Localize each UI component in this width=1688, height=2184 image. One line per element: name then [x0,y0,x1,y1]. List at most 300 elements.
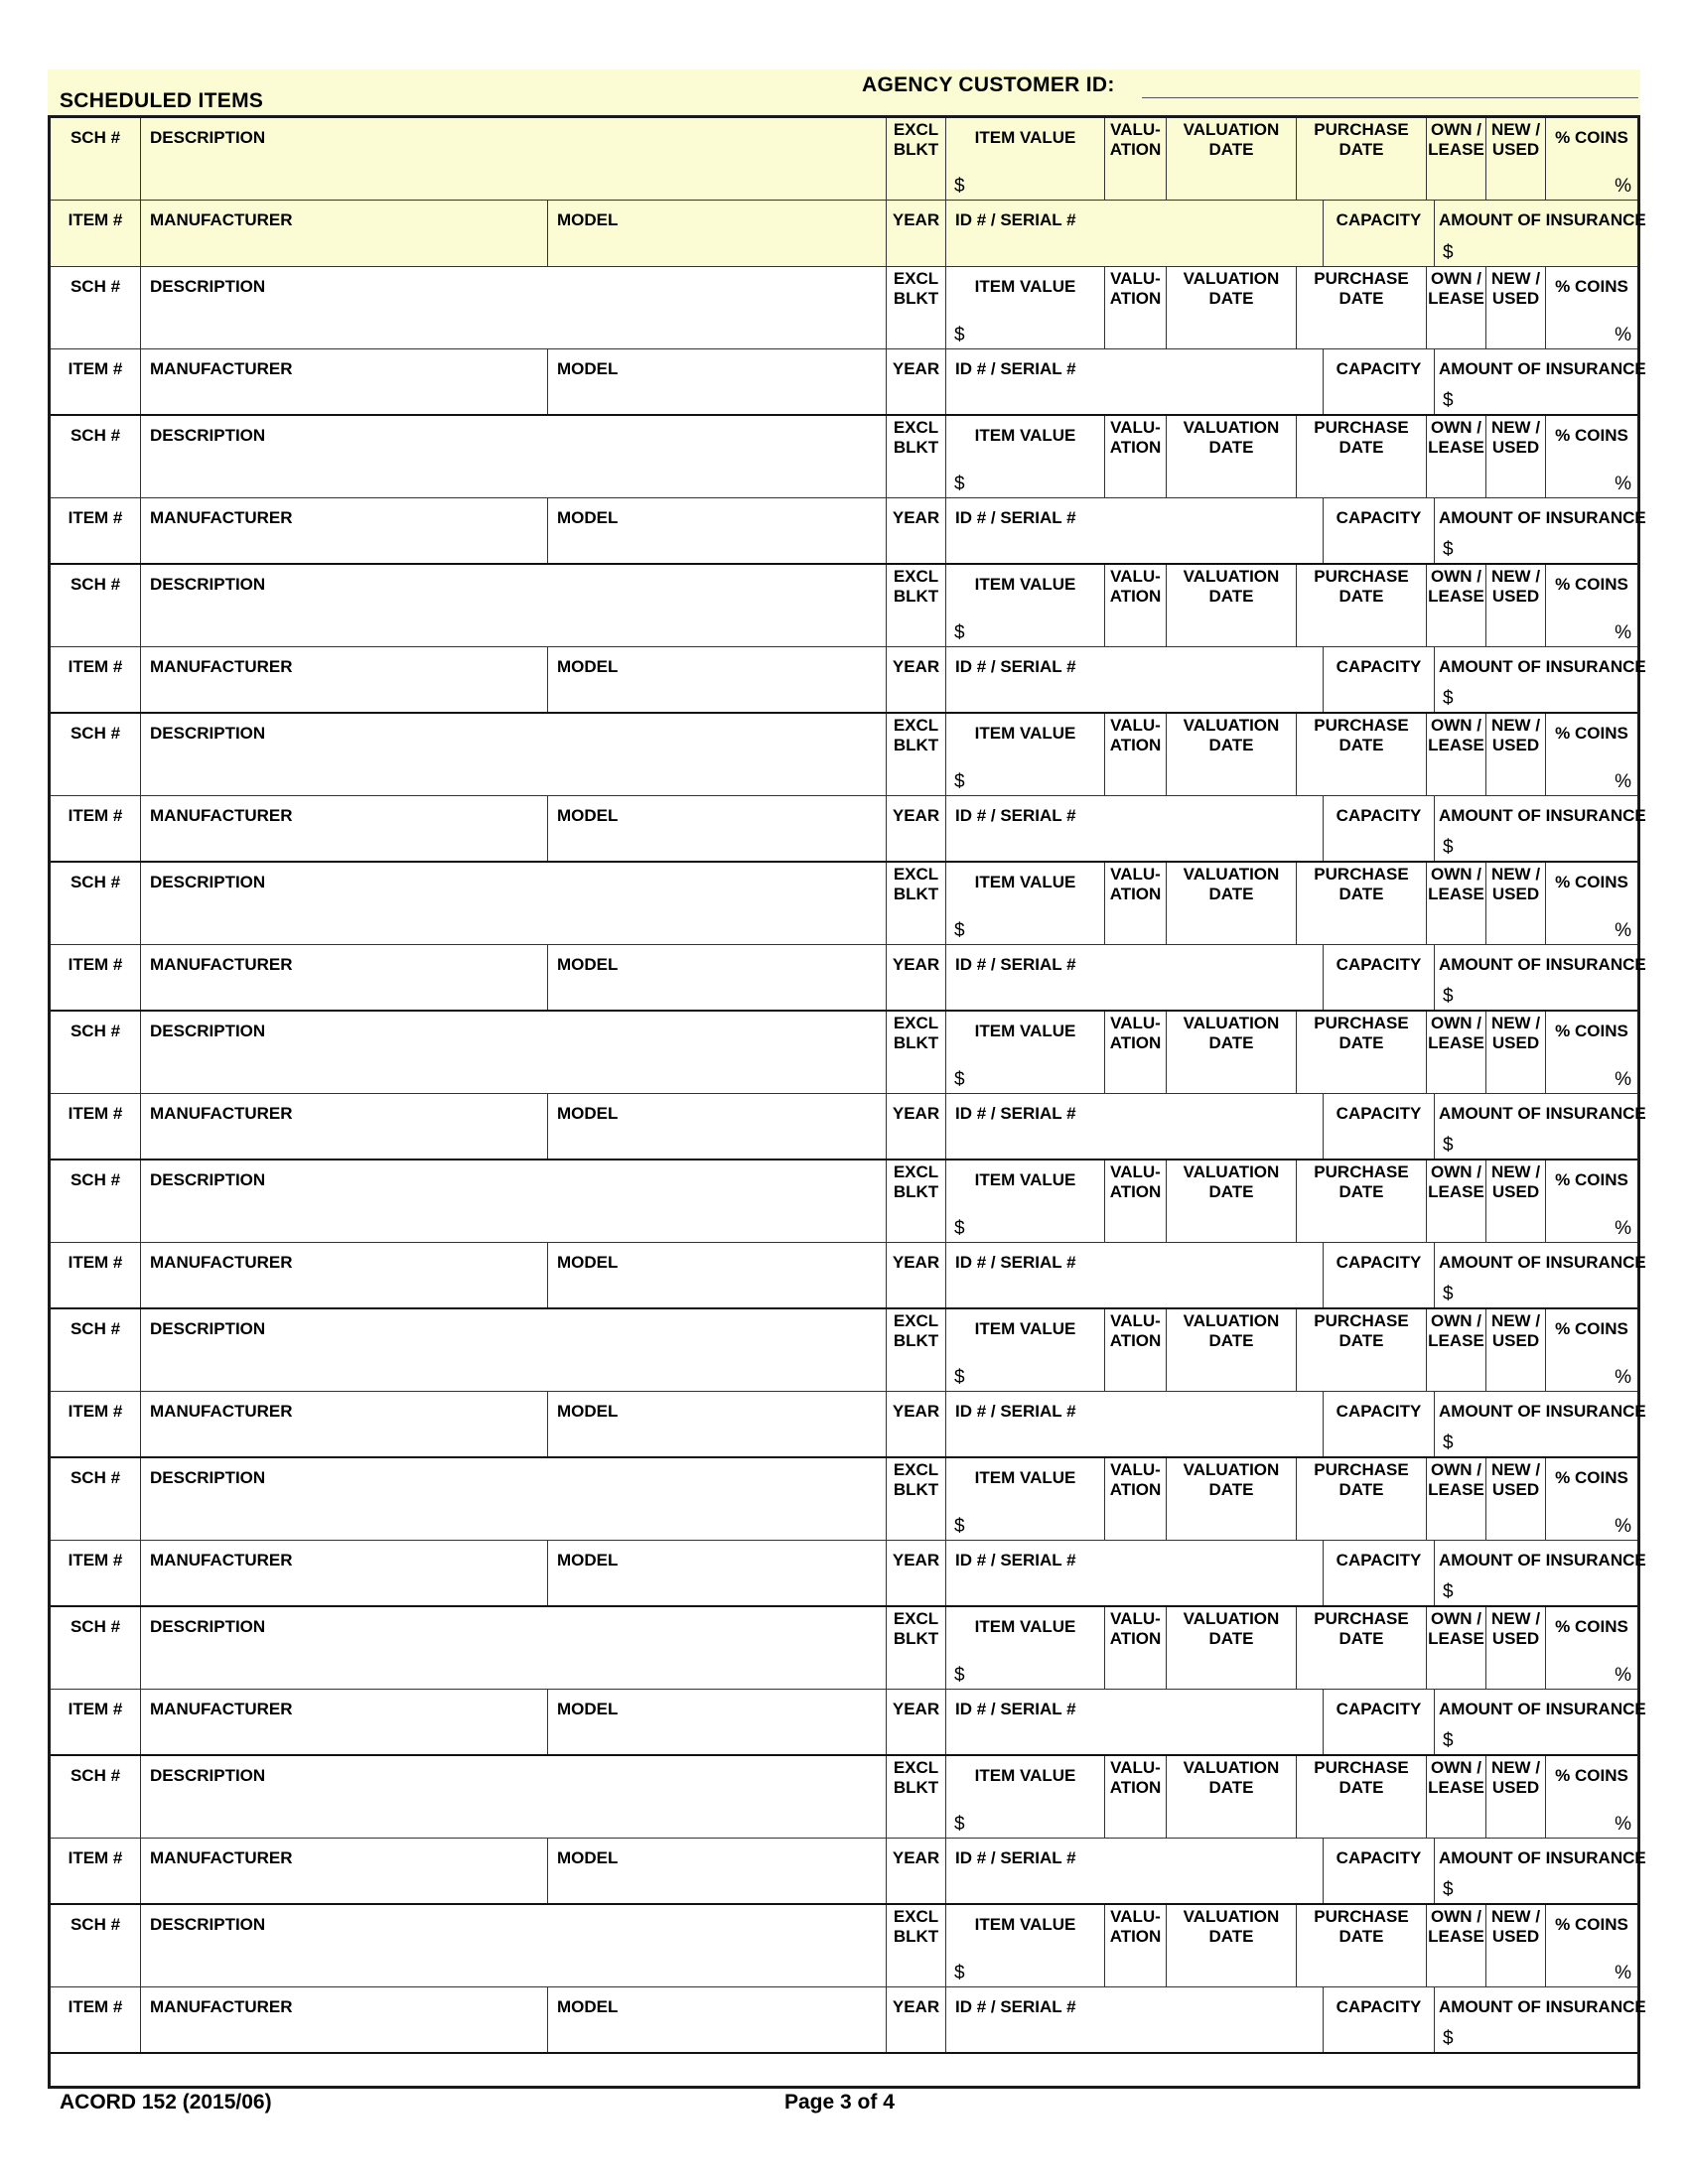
capacity-label: CAPACITY [1336,1402,1422,1421]
valuation-field[interactable] [1105,863,1167,944]
sch-number-field[interactable] [51,1309,141,1391]
description-field[interactable] [141,416,887,497]
year-field[interactable] [887,1094,946,1159]
manufacturer-field[interactable] [141,1690,548,1754]
sch-number-field[interactable] [51,1458,141,1540]
model-field[interactable] [548,647,887,712]
sch-number-field[interactable] [51,1905,141,1986]
item-number-field[interactable] [51,201,141,266]
purchase-date-field[interactable] [1297,863,1427,944]
purchase-date-field[interactable] [1297,118,1427,200]
year-label: YEAR [892,508,940,527]
manufacturer-field[interactable] [141,498,548,563]
valuation-date-field[interactable] [1167,267,1297,348]
year-label: YEAR [892,1104,940,1123]
own-lease-field[interactable] [1427,1458,1486,1540]
own-lease-field[interactable] [1427,863,1486,944]
amount-of-insurance-field[interactable] [1435,1690,1646,1754]
valuation-field[interactable] [1105,1905,1167,1986]
purchase-date-field[interactable] [1297,714,1427,795]
item-value-field[interactable] [946,863,1105,944]
valuation-date-field[interactable] [1167,1458,1297,1540]
id-serial-field[interactable] [946,1987,1324,2052]
capacity-field[interactable] [1324,647,1435,712]
item-number-field[interactable] [51,796,141,861]
purchase-date-field[interactable] [1297,1607,1427,1689]
new-used-label: NEW / USED [1490,1311,1541,1350]
manufacturer-field[interactable] [141,945,548,1010]
item-value-dollar: $ [954,474,965,494]
new-used-label: NEW / USED [1490,1162,1541,1201]
description-field[interactable] [141,267,887,348]
scheduled-item-entry [51,714,1646,863]
purchase-date-label: PURCHASE DATE [1314,1162,1409,1201]
id-serial-field[interactable] [946,945,1324,1010]
year-field[interactable] [887,647,946,712]
amount-of-insurance-field[interactable] [1435,1987,1646,2052]
sch-number-field[interactable] [51,416,141,497]
description-field[interactable] [141,714,887,795]
model-label: MODEL [557,210,619,229]
id-serial-label: ID # / SERIAL # [955,359,1076,378]
item-number-field[interactable] [51,1243,141,1307]
id-serial-label: ID # / SERIAL # [955,955,1076,974]
purchase-date-field[interactable] [1297,1309,1427,1391]
valuation-field[interactable] [1105,118,1167,200]
amount-of-insurance-field[interactable] [1435,1392,1646,1456]
model-field[interactable] [548,1541,887,1605]
capacity-field[interactable] [1324,1541,1435,1605]
manufacturer-field[interactable] [141,647,548,712]
capacity-field[interactable] [1324,349,1435,414]
scheduled-items-table [48,115,1646,2089]
sch-number-field[interactable] [51,863,141,944]
valuation-field[interactable] [1105,1012,1167,1093]
manufacturer-field[interactable] [141,1094,548,1159]
model-field[interactable] [548,1690,887,1754]
purchase-date-field[interactable] [1297,565,1427,646]
new-used-field[interactable] [1486,1309,1546,1391]
year-field[interactable] [887,1243,946,1307]
capacity-field[interactable] [1324,1839,1435,1903]
id-serial-field[interactable] [946,1690,1324,1754]
excl-blkt-field[interactable] [887,863,946,944]
item-value-dollar: $ [954,1069,965,1090]
new-used-label: NEW / USED [1490,418,1541,457]
own-lease-field[interactable] [1427,416,1486,497]
capacity-field[interactable] [1324,1094,1435,1159]
sch-number-field[interactable] [51,565,141,646]
description-label: DESCRIPTION [150,1617,266,1636]
new-used-label: NEW / USED [1490,865,1541,903]
sch-number-field[interactable] [51,714,141,795]
purchase-date-field[interactable] [1297,267,1427,348]
id-serial-field[interactable] [946,1243,1324,1307]
valuation-field[interactable] [1105,1160,1167,1242]
item-number-field[interactable] [51,349,141,414]
id-serial-label: ID # / SERIAL # [955,1104,1076,1123]
valuation-date-field[interactable] [1167,416,1297,497]
year-field[interactable] [887,1392,946,1456]
item-row [51,647,1646,714]
manufacturer-field[interactable] [141,349,548,414]
valuation-field[interactable] [1105,416,1167,497]
excl-blkt-field[interactable] [887,118,946,200]
item-row [51,1243,1646,1309]
valuation-date-field[interactable] [1167,1012,1297,1093]
capacity-field[interactable] [1324,796,1435,861]
pct-coins-field[interactable] [1546,863,1637,944]
pct-coins-label: % COINS [1555,1022,1628,1040]
year-field[interactable] [887,201,946,266]
capacity-field[interactable] [1324,498,1435,563]
description-field[interactable] [141,1905,887,1986]
valuation-field[interactable] [1105,714,1167,795]
item-value-label: ITEM VALUE [974,575,1076,594]
purchase-date-label: PURCHASE DATE [1314,567,1409,606]
sch-number-field[interactable] [51,1012,141,1093]
own-lease-label: OWN / LEASE [1428,1758,1484,1797]
item-value-field[interactable] [946,1905,1105,1986]
year-field[interactable] [887,1839,946,1903]
schedule-row [51,1905,1637,1987]
excl-blkt-field[interactable] [887,267,946,348]
purchase-date-label: PURCHASE DATE [1314,1460,1409,1499]
valuation-date-label: VALUATION DATE [1183,1609,1280,1648]
capacity-field[interactable] [1324,1987,1435,2052]
item-value-field[interactable] [946,1012,1105,1093]
valuation-field[interactable] [1105,1309,1167,1391]
model-label: MODEL [557,806,619,825]
purchase-date-field[interactable] [1297,1012,1427,1093]
excl-blkt-field[interactable] [887,714,946,795]
capacity-field[interactable] [1324,1392,1435,1456]
capacity-label: CAPACITY [1336,806,1422,825]
item-value-field[interactable] [946,565,1105,646]
purchase-date-label: PURCHASE DATE [1314,1311,1409,1350]
description-field[interactable] [141,1756,887,1838]
manufacturer-field[interactable] [141,1541,548,1605]
id-serial-field[interactable] [946,201,1324,266]
valuation-date-label: VALUATION DATE [1183,716,1280,754]
scheduled-item-entry [51,1905,1646,2054]
manufacturer-field[interactable] [141,796,548,861]
model-field[interactable] [548,1243,887,1307]
valuation-date-field[interactable] [1167,863,1297,944]
id-serial-field[interactable] [946,1392,1324,1456]
amount-of-insurance-dollar: $ [1443,1284,1454,1304]
description-field[interactable] [141,863,887,944]
model-label: MODEL [557,657,619,676]
amount-of-insurance-field[interactable] [1435,647,1646,712]
item-number-field[interactable] [51,498,141,563]
own-lease-label: OWN / LEASE [1428,716,1484,754]
valuation-label: VALU- ATION [1109,1311,1162,1350]
item-number-field[interactable] [51,1392,141,1456]
item-number-field[interactable] [51,1839,141,1903]
model-field[interactable] [548,1987,887,2052]
description-field[interactable] [141,118,887,200]
valuation-date-label: VALUATION DATE [1183,1758,1280,1797]
pct-coins-label: % COINS [1555,1766,1628,1785]
new-used-field[interactable] [1486,1607,1546,1689]
item-value-field[interactable] [946,714,1105,795]
new-used-field[interactable] [1486,1905,1546,1986]
pct-coins-field[interactable] [1546,565,1637,646]
capacity-label: CAPACITY [1336,1848,1422,1867]
model-field[interactable] [548,1839,887,1903]
item-number-field[interactable] [51,1690,141,1754]
new-used-field[interactable] [1486,1756,1546,1838]
agency-customer-id-input[interactable] [1142,97,1638,98]
pct-coins-field[interactable] [1546,1012,1637,1093]
valuation-label: VALU- ATION [1109,269,1162,308]
amount-of-insurance-dollar: $ [1443,390,1454,411]
valuation-field[interactable] [1105,1756,1167,1838]
description-field[interactable] [141,1309,887,1391]
manufacturer-field[interactable] [141,1839,548,1903]
new-used-label: NEW / USED [1490,567,1541,606]
sch-number-field[interactable] [51,1756,141,1838]
item-number-field[interactable] [51,1987,141,2052]
new-used-field[interactable] [1486,1012,1546,1093]
amount-of-insurance-field[interactable] [1435,1094,1646,1159]
manufacturer-field[interactable] [141,201,548,266]
year-field[interactable] [887,1987,946,2052]
own-lease-field[interactable] [1427,1607,1486,1689]
pct-coins-field[interactable] [1546,1607,1637,1689]
valuation-date-label: VALUATION DATE [1183,1311,1280,1350]
pct-coins-field[interactable] [1546,1756,1637,1838]
sch-number-field[interactable] [51,1607,141,1689]
pct-coins-percent: % [1615,1516,1631,1537]
year-field[interactable] [887,1690,946,1754]
purchase-date-label: PURCHASE DATE [1314,269,1409,308]
manufacturer-field[interactable] [141,1392,548,1456]
year-field[interactable] [887,945,946,1010]
item-number-field[interactable] [51,1541,141,1605]
sch-number-field[interactable] [51,118,141,200]
model-field[interactable] [548,349,887,414]
excl-blkt-field[interactable] [887,1012,946,1093]
pct-coins-percent: % [1615,1665,1631,1686]
new-used-field[interactable] [1486,565,1546,646]
year-label: YEAR [892,955,940,974]
id-serial-label: ID # / SERIAL # [955,1253,1076,1272]
capacity-field[interactable] [1324,201,1435,266]
valuation-date-field[interactable] [1167,714,1297,795]
item-number-field[interactable] [51,945,141,1010]
pct-coins-field[interactable] [1546,1458,1637,1540]
valuation-label: VALU- ATION [1109,865,1162,903]
amount-of-insurance-field[interactable] [1435,945,1646,1010]
item-number-label: ITEM # [68,1253,123,1272]
amount-of-insurance-field[interactable] [1435,498,1646,563]
model-field[interactable] [548,1094,887,1159]
manufacturer-field[interactable] [141,1243,548,1307]
amount-of-insurance-field[interactable] [1435,1541,1646,1605]
own-lease-field[interactable] [1427,1905,1486,1986]
id-serial-label: ID # / SERIAL # [955,1551,1076,1570]
schedule-row [51,1160,1637,1243]
pct-coins-percent: % [1615,1814,1631,1835]
valuation-date-field[interactable] [1167,1756,1297,1838]
pct-coins-percent: % [1615,474,1631,494]
capacity-label: CAPACITY [1336,1551,1422,1570]
capacity-label: CAPACITY [1336,508,1422,527]
pct-coins-field[interactable] [1546,118,1637,200]
excl-blkt-field[interactable] [887,1160,946,1242]
schedule-row [51,267,1637,349]
id-serial-label: ID # / SERIAL # [955,1402,1076,1421]
model-field[interactable] [548,796,887,861]
purchase-date-field[interactable] [1297,1756,1427,1838]
description-field[interactable] [141,1458,887,1540]
amount-of-insurance-field[interactable] [1435,1839,1646,1903]
amount-of-insurance-field[interactable] [1435,349,1646,414]
year-label: YEAR [892,1997,940,2016]
item-value-field[interactable] [946,1458,1105,1540]
model-field[interactable] [548,1392,887,1456]
new-used-field[interactable] [1486,863,1546,944]
valuation-date-field[interactable] [1167,1607,1297,1689]
description-field[interactable] [141,1012,887,1093]
description-label: DESCRIPTION [150,873,266,891]
item-value-field[interactable] [946,1756,1105,1838]
description-field[interactable] [141,1160,887,1242]
excl-blkt-field[interactable] [887,1309,946,1391]
purchase-date-field[interactable] [1297,1458,1427,1540]
excl-blkt-field[interactable] [887,416,946,497]
year-field[interactable] [887,498,946,563]
amount-of-insurance-field[interactable] [1435,796,1646,861]
own-lease-field[interactable] [1427,1012,1486,1093]
valuation-field[interactable] [1105,1458,1167,1540]
year-field[interactable] [887,796,946,861]
purchase-date-label: PURCHASE DATE [1314,1907,1409,1946]
pct-coins-percent: % [1615,1963,1631,1983]
capacity-field[interactable] [1324,945,1435,1010]
schedule-row [51,863,1637,945]
valuation-field[interactable] [1105,1607,1167,1689]
item-value-field[interactable] [946,118,1105,200]
new-used-field[interactable] [1486,118,1546,200]
schedule-row [51,1458,1637,1541]
own-lease-field[interactable] [1427,267,1486,348]
amount-of-insurance-field[interactable] [1435,1243,1646,1307]
own-lease-field[interactable] [1427,565,1486,646]
id-serial-field[interactable] [946,498,1324,563]
pct-coins-field[interactable] [1546,714,1637,795]
own-lease-field[interactable] [1427,1160,1486,1242]
capacity-field[interactable] [1324,1243,1435,1307]
valuation-date-label: VALUATION DATE [1183,120,1280,159]
id-serial-field[interactable] [946,1094,1324,1159]
id-serial-field[interactable] [946,647,1324,712]
pct-coins-field[interactable] [1546,1309,1637,1391]
own-lease-field[interactable] [1427,1756,1486,1838]
valuation-date-field[interactable] [1167,1905,1297,1986]
purchase-date-field[interactable] [1297,1160,1427,1242]
capacity-field[interactable] [1324,1690,1435,1754]
description-label: DESCRIPTION [150,426,266,445]
new-used-field[interactable] [1486,714,1546,795]
schedule-row [51,416,1637,498]
excl-blkt-field[interactable] [887,1458,946,1540]
new-used-label: NEW / USED [1490,1460,1541,1499]
item-value-field[interactable] [946,267,1105,348]
pct-coins-field[interactable] [1546,1160,1637,1242]
item-value-field[interactable] [946,1160,1105,1242]
amount-of-insurance-field[interactable] [1435,201,1646,266]
new-used-field[interactable] [1486,1160,1546,1242]
item-number-label: ITEM # [68,210,123,229]
pct-coins-field[interactable] [1546,1905,1637,1986]
model-label: MODEL [557,1104,619,1123]
model-field[interactable] [548,945,887,1010]
model-field[interactable] [548,201,887,266]
amount-of-insurance-dollar: $ [1443,837,1454,858]
valuation-date-field[interactable] [1167,118,1297,200]
description-field[interactable] [141,565,887,646]
valuation-date-field[interactable] [1167,1160,1297,1242]
new-used-label: NEW / USED [1490,1609,1541,1648]
excl-blkt-field[interactable] [887,1607,946,1689]
sch-number-label: SCH # [70,1170,121,1189]
new-used-field[interactable] [1486,267,1546,348]
id-serial-field[interactable] [946,1541,1324,1605]
item-number-field[interactable] [51,647,141,712]
own-lease-field[interactable] [1427,118,1486,200]
own-lease-field[interactable] [1427,1309,1486,1391]
item-number-field[interactable] [51,1094,141,1159]
amount-of-insurance-label: AMOUNT OF INSURANCE [1439,210,1646,229]
item-row [51,498,1646,565]
item-value-field[interactable] [946,1607,1105,1689]
year-field[interactable] [887,1541,946,1605]
excl-blkt-field[interactable] [887,1905,946,1986]
purchase-date-field[interactable] [1297,1905,1427,1986]
id-serial-field[interactable] [946,1839,1324,1903]
new-used-field[interactable] [1486,1458,1546,1540]
year-field[interactable] [887,349,946,414]
new-used-label: NEW / USED [1490,716,1541,754]
manufacturer-field[interactable] [141,1987,548,2052]
item-value-field[interactable] [946,416,1105,497]
model-label: MODEL [557,1551,619,1570]
valuation-date-field[interactable] [1167,1309,1297,1391]
purchase-date-field[interactable] [1297,416,1427,497]
item-value-field[interactable] [946,1309,1105,1391]
valuation-field[interactable] [1105,565,1167,646]
model-field[interactable] [548,498,887,563]
description-field[interactable] [141,1607,887,1689]
pct-coins-field[interactable] [1546,416,1637,497]
new-used-field[interactable] [1486,416,1546,497]
own-lease-field[interactable] [1427,714,1486,795]
sch-number-field[interactable] [51,1160,141,1242]
id-serial-field[interactable] [946,349,1324,414]
excl-blkt-field[interactable] [887,1756,946,1838]
valuation-field[interactable] [1105,267,1167,348]
excl-blkt-field[interactable] [887,565,946,646]
id-serial-field[interactable] [946,796,1324,861]
sch-number-field[interactable] [51,267,141,348]
manufacturer-label: MANUFACTURER [150,1253,293,1272]
valuation-date-field[interactable] [1167,565,1297,646]
pct-coins-field[interactable] [1546,267,1637,348]
amount-of-insurance-label: AMOUNT OF INSURANCE [1439,359,1646,378]
